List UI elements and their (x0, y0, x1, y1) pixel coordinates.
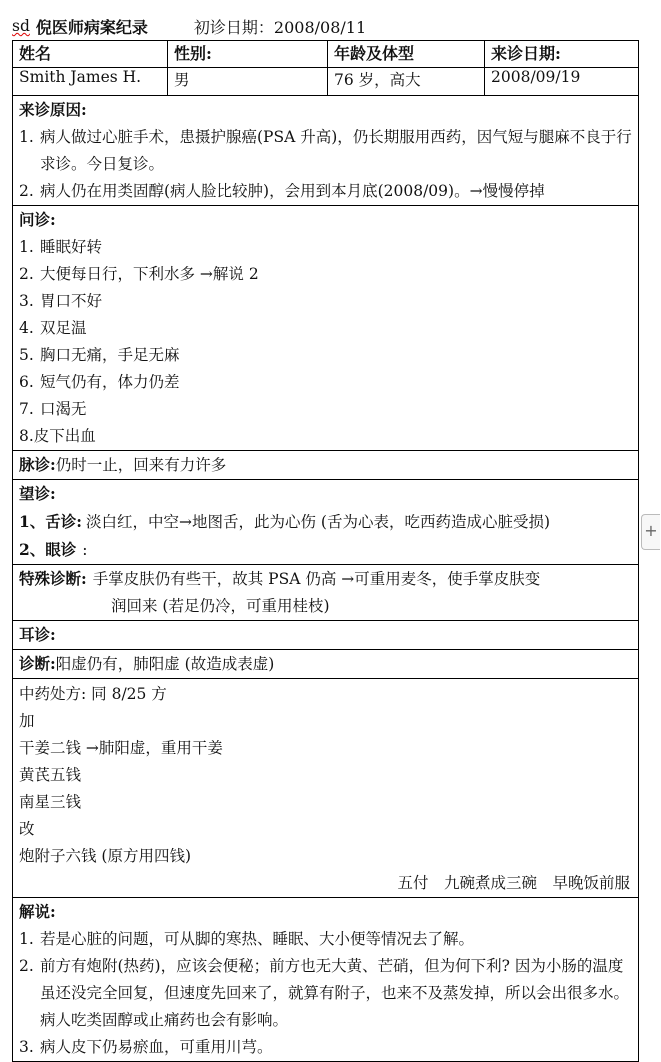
inquiry-heading: 问诊: (19, 210, 56, 229)
plus-icon[interactable]: + (641, 514, 660, 550)
prescription-line: 南星三钱 (19, 793, 82, 811)
patient-age: 76 岁，高大 (328, 68, 485, 96)
name-label: 姓名 (13, 41, 168, 68)
inquiry-item-number: 3. (19, 292, 34, 310)
inquiry-item-number: 6. (19, 373, 34, 391)
inquiry-item-text: 双足温 (40, 319, 87, 337)
inquiry-item-text: 大便每日行，下利水多 →解说 2 (40, 265, 259, 283)
inquiry-item-number: 2. (19, 265, 34, 283)
special-line-2: 润回来 (若足仍冷，可重用桂枝) (111, 597, 330, 615)
explain-heading: 解说: (19, 902, 56, 921)
prescription-line: 改 (19, 820, 35, 838)
visit-date: 2008/09/19 (485, 68, 639, 96)
reason-item-number: 1. (19, 128, 34, 146)
special-label: 特殊诊断: (19, 569, 87, 588)
reason-heading: 来诊原因: (19, 100, 87, 119)
patient-name: Smith James H. (13, 68, 168, 96)
explain-list (19, 926, 632, 1061)
ear-label: 耳诊: (19, 625, 56, 644)
prescription-section (13, 679, 639, 898)
inquiry-item (19, 396, 632, 423)
inquiry-item (19, 234, 632, 261)
explain-item (19, 953, 632, 1034)
diagnosis-label: 诊断: (19, 654, 56, 673)
special-line-1: 手掌皮肤仍有些干，故其 PSA 仍高 →可重用麦冬，使手掌皮肤变 (92, 570, 541, 588)
prescription-line: 加 (19, 712, 35, 730)
pulse-section (13, 451, 639, 480)
inquiry-item-text: 胸口无痛，手足无麻 (40, 346, 180, 364)
pulse-label: 脉诊: (19, 455, 56, 474)
prescription-line: 中药处方: 同 8/25 方 (19, 685, 167, 703)
patient-value-row (13, 68, 639, 96)
inquiry-item-number: 4. (19, 319, 34, 337)
explain-item-number: 1. (19, 930, 34, 948)
reason-item (19, 178, 632, 205)
prescription-line: 干姜二钱 →肺阳虚，重用干姜 (19, 739, 223, 757)
observe-section (13, 480, 639, 565)
inquiry-item-8: 8.皮下出血 (19, 427, 96, 445)
explain-section (13, 898, 639, 1062)
ear-section (13, 621, 639, 650)
reason-item-text: 病人做过心脏手术，患摄护腺癌(PSA 升高)，仍长期服用西药，因气短与腿麻不良于行求诊。今日复诊。 (40, 128, 632, 173)
dosage-instructions: 五付 九碗煮成三碗 早晚饭前服 (397, 874, 630, 892)
visit-date-label: 来诊日期: (485, 41, 639, 68)
observe-heading: 望诊: (19, 484, 56, 503)
tongue-label: 1、舌诊: (19, 512, 83, 531)
inquiry-item (19, 315, 632, 342)
inquiry-item (19, 342, 632, 369)
medical-record-page (12, 12, 638, 1062)
reason-item-number: 2. (19, 182, 34, 200)
inquiry-section (13, 206, 639, 451)
inquiry-item-number: 7. (19, 400, 34, 418)
explain-item-text: 若是心脏的问题，可从脚的寒热、睡眠、大小便等情况去了解。 (40, 930, 475, 948)
reason-item (19, 124, 632, 178)
record-table (12, 40, 639, 1062)
record-title-row (12, 12, 638, 40)
patient-header-row (13, 41, 639, 68)
reason-list (19, 124, 632, 205)
diagnosis-section (13, 650, 639, 679)
special-section (13, 565, 639, 621)
tongue-row (19, 508, 632, 536)
explain-item (19, 926, 632, 953)
inquiry-item (19, 369, 632, 396)
sex-label: 性别: (168, 41, 328, 68)
eye-label: 2、眼诊 (19, 540, 77, 559)
explain-item (19, 1034, 632, 1061)
reason-section (13, 96, 639, 206)
inquiry-item-number: 5. (19, 346, 34, 364)
first-visit-date: 初诊日期：2008/08/11 (193, 17, 367, 37)
tongue-text: 淡白红，中空→地图舌，此为心伤 (舌为心表，吃西药造成心脏受损) (86, 513, 551, 531)
explain-item-text: 前方有炮附(热药)，应该会便秘；前方也无大黄、芒硝，但为何下利? 因为小肠的温度虽还没完全回复，但速度先回来了，就算有附子，也来不及蒸发掉，所以会出很多水。病人吃类固醇或止痛药也会有影响。 (40, 957, 630, 1029)
eye-row (19, 536, 632, 564)
patient-sex: 男 (168, 68, 328, 96)
eye-text: : (82, 541, 88, 559)
diagnosis-text: 阳虚仍有，肺阳虚 (故造成表虚) (55, 655, 275, 673)
inquiry-item (19, 261, 632, 288)
prescription-lines (19, 681, 632, 870)
inquiry-list (19, 234, 632, 423)
inquiry-item-text: 睡眠好转 (40, 238, 103, 256)
explain-item-number: 3. (19, 1038, 34, 1056)
inquiry-item (19, 288, 632, 315)
reason-item-text: 病人仍在用类固醇(病人脸比较肿)，会用到本月底(2008/09)。→慢慢停掉 (40, 182, 545, 200)
inquiry-item-text: 胃口不好 (40, 292, 103, 310)
inquiry-item-text: 口渴无 (40, 400, 87, 418)
record-title: 倪医师病案纪录 (35, 17, 148, 37)
title-prefix: sd (12, 17, 30, 35)
pulse-text: 仍时一止，回来有力许多 (55, 456, 227, 474)
inquiry-item-number: 1. (19, 238, 34, 256)
age-label: 年龄及体型 (328, 41, 485, 68)
prescription-line: 黄芪五钱 (19, 766, 82, 784)
explain-item-text: 病人皮下仍易瘀血，可重用川芎。 (40, 1038, 273, 1056)
explain-item-number: 2. (19, 957, 34, 975)
prescription-line: 炮附子六钱 (原方用四钱) (19, 847, 192, 865)
inquiry-item-text: 短气仍有，体力仍差 (40, 373, 180, 391)
